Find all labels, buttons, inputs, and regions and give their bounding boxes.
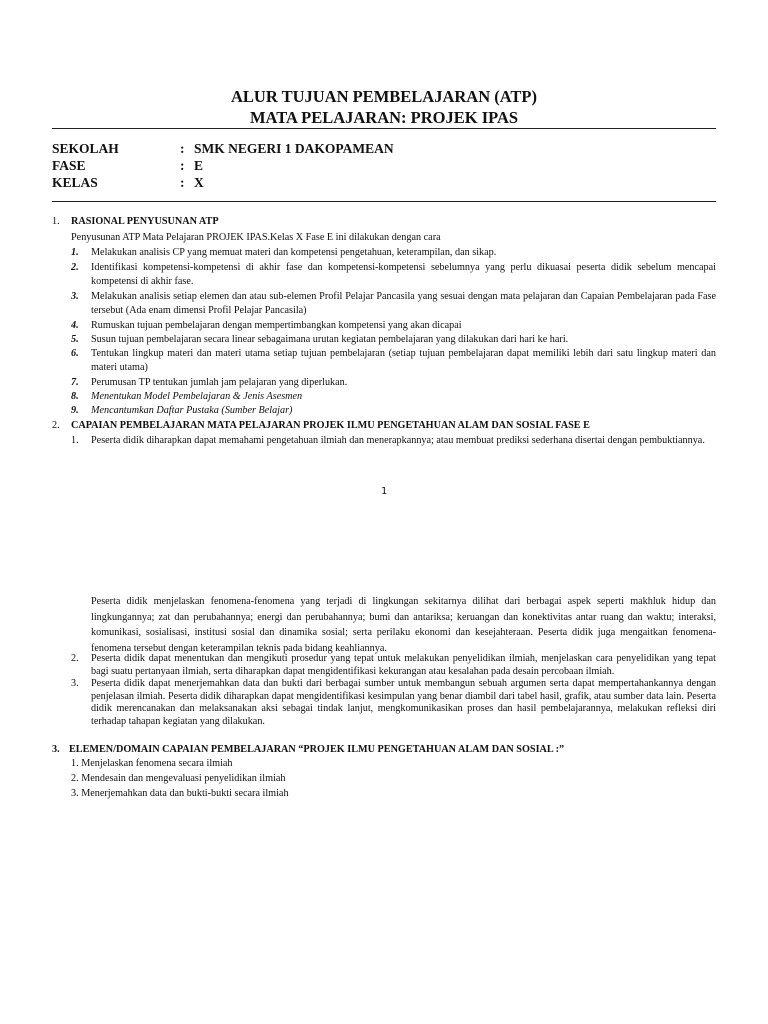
list-item: Peserta didik diharapkan dapat memahami pengetahuan ilmiah dan menerapkannya; atau membuat prediksi sederhana disertai dengan pembuktiannya. — [91, 435, 705, 446]
section-number: 1. — [52, 216, 60, 227]
identity-label-phase: FASE — [52, 158, 86, 173]
section-intro: Penyusunan ATP Mata Pelajaran PROJEK IPAS.Kelas X Fase E ini dilakukan dengan cara — [71, 232, 441, 243]
list-item: 3. Menerjemahkan data dan bukti-bukti secara ilmiah — [71, 788, 289, 799]
section-heading: RASIONAL PENYUSUNAN ATP — [71, 216, 219, 227]
document-subtitle: MATA PELAJARAN: PROJEK IPAS — [249, 108, 519, 127]
identity-colon: : — [180, 141, 185, 156]
list-number: 6. — [71, 348, 79, 359]
list-number: 3. — [71, 291, 79, 302]
identity-value-phase: E — [194, 158, 204, 173]
identity-label-school: SEKOLAH — [52, 141, 119, 156]
list-number: 1. — [71, 435, 79, 446]
header-divider — [52, 128, 716, 129]
section-heading: ELEMEN/DOMAIN CAPAIAN PEMBELAJARAN “PROJEK ILMU PENGETAHUAN ALAM DAN SOSIAL :” — [69, 744, 565, 755]
list-number: 2. — [71, 653, 79, 664]
list-item: Mencantumkan Daftar Pustaka (Sumber Belajar) — [91, 405, 293, 416]
list-item: Menentukan Model Pembelajaran & Jenis Asesmen — [91, 391, 303, 402]
list-item: 1. Menjelaskan fenomena secara ilmiah — [71, 758, 233, 769]
list-item: 2. Mendesain dan mengevaluasi penyelidikan ilmiah — [71, 773, 286, 784]
list-item: Rumuskan tujuan pembelajaran dengan mempertimbangkan kompetensi yang akan dicapai — [91, 320, 462, 331]
identity-block — [52, 140, 716, 192]
section-number: 2. — [52, 420, 60, 431]
identity-label-class: KELAS — [52, 175, 98, 190]
identity-colon: : — [180, 175, 185, 190]
list-item: Melakukan analisis setiap elemen dan atau sub-elemen Profil Pelajar Pancasila yang sesuai dengan mata pelajaran dan Capaian Pembelajaran pada Fase tersebut (Ada enam dimensi Profil Pelajar Pancasila) — [91, 291, 716, 316]
list-item: Melakukan analisis CP yang memuat materi dan kompetensi pengetahuan, keterampilan, dan sikap. — [91, 247, 497, 258]
list-number: 8. — [71, 391, 79, 402]
list-number: 3. — [71, 678, 79, 689]
identity-colon: : — [180, 158, 185, 173]
document-title: ALUR TUJUAN PEMBELAJARAN (ATP) — [230, 87, 537, 106]
list-number: 4. — [71, 320, 79, 331]
list-number: 5. — [71, 334, 79, 345]
section-number: 3. — [52, 744, 60, 755]
list-number: 2. — [71, 262, 79, 273]
identity-divider — [52, 201, 716, 202]
list-number: 7. — [71, 377, 79, 388]
outcome-continuation: Peserta didik menjelaskan fenomena-fenomena yang terjadi di lingkungan sekitarnya dilihat dari berbagai aspek seperti makhluk hidup dan lingkungannya; zat dan perubahannya; energi dan perubahannya; bumi dan antariksa; keruangan dan konektivitas antar ruang dan waktu; interaksi, komunikasi, sosialisasi, institusi sosial dan dinamika sosial; serta perilaku ekonomi dan kesejahteraan. Peserta didik juga mengaitkan fenomena-fenomena tersebut dengan keterampilan teknis pada bidang keahliannya. — [91, 596, 716, 654]
list-item: Perumusan TP tentukan jumlah jam pelajaran yang diperlukan. — [91, 377, 348, 388]
list-item: Peserta didik dapat menerjemahkan data dan bukti dari berbagai sumber untuk membangun sebuah argumen serta dapat mempertahankannya dengan penjelasan ilmiah. Peserta didik diharapkan dapat mengidentifikasi kesimpulan yang benar diambil dari tabel hasil, grafik, atau sumber data lain. Peserta didik merencanakan dan melaksanakan aksi sebagai tindak lanjut, mengkomunikasikan proses dan hasil pembelajarannya, melakukan refleksi diri terhadap tahapan kegiatan yang dilakukan. — [91, 678, 716, 727]
list-item: Tentukan lingkup materi dan materi utama setiap tujuan pembelajaran (setiap tujuan pembelajaran dapat memiliki lebih dari satu lingkup materi dan materi utama) — [91, 348, 716, 373]
list-number: 1. — [71, 247, 79, 258]
section-heading: CAPAIAN PEMBELAJARAN MATA PELAJARAN PROJEK ILMU PENGETAHUAN ALAM DAN SOSIAL FASE E — [71, 420, 590, 431]
list-number: 9. — [71, 405, 79, 416]
page-number: 1 — [380, 486, 388, 497]
identity-value-school: SMK NEGERI 1 DAKOPAMEAN — [194, 141, 394, 156]
list-item: Peserta didik dapat menentukan dan mengikuti prosedur yang tepat untuk melakukan penyelidikan ilmiah, menjelaskan cara penyelidikan yang tepat bagi suatu pertanyaan ilmiah, serta diharapkan dapat mengidentifikasi kekurangan atau kesalahan pada desain percobaan ilmiah. — [91, 653, 716, 677]
list-item: Identifikasi kompetensi-kompetensi di akhir fase dan kompetensi-kompetensi sebelumnya yang perlu dikuasai peserta didik sebelum mencapai kompetensi di akhir fase. — [91, 262, 716, 287]
identity-value-class: X — [194, 175, 204, 190]
list-item: Susun tujuan pembelajaran secara linear sebagaimana urutan kegiatan pembelajaran yang dilakukan dari hari ke hari. — [91, 334, 569, 345]
